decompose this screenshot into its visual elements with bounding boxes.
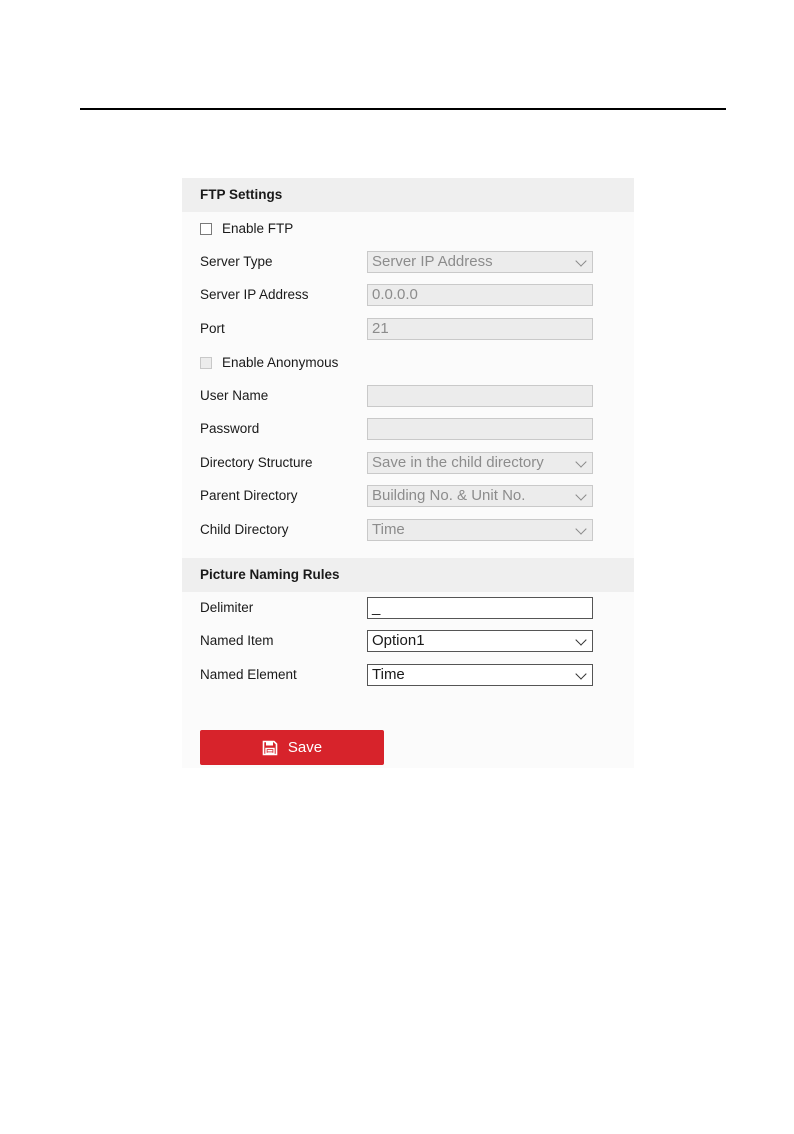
chevron-down-icon	[575, 668, 586, 679]
port-input[interactable]	[367, 318, 593, 340]
parent-directory-label: Parent Directory	[200, 488, 298, 503]
server-type-value: Server IP Address	[372, 253, 493, 270]
enable-anonymous-row	[182, 352, 634, 374]
server-ip-label: Server IP Address	[200, 287, 309, 302]
named-element-select[interactable]	[367, 664, 593, 686]
port-label: Port	[200, 321, 225, 336]
server-ip-input[interactable]	[367, 284, 593, 306]
enable-ftp-row	[182, 218, 634, 240]
named-element-value: Time	[372, 666, 405, 683]
chevron-down-icon	[575, 489, 586, 500]
enable-ftp-label: Enable FTP	[222, 221, 294, 236]
save-button[interactable]	[200, 730, 384, 765]
user-name-input[interactable]	[367, 385, 593, 407]
enable-ftp-checkbox[interactable]	[200, 223, 212, 235]
save-button-label: Save	[287, 739, 323, 756]
server-ip-row	[182, 284, 634, 306]
enable-anonymous-label: Enable Anonymous	[222, 355, 339, 370]
directory-structure-select[interactable]	[367, 452, 593, 474]
named-element-label: Named Element	[200, 667, 297, 682]
ftp-settings-panel	[182, 178, 634, 768]
chevron-down-icon	[575, 634, 586, 645]
chevron-down-icon	[575, 255, 586, 266]
named-item-row	[182, 630, 634, 652]
server-type-row	[182, 251, 634, 273]
named-item-select[interactable]	[367, 630, 593, 652]
server-type-label: Server Type	[200, 254, 273, 269]
server-ip-value: 0.0.0.0	[372, 286, 418, 303]
page-header-rule	[80, 108, 726, 110]
parent-directory-value: Building No. & Unit No.	[372, 487, 526, 504]
directory-structure-label: Directory Structure	[200, 455, 313, 470]
user-name-label: User Name	[200, 388, 269, 403]
chevron-down-icon	[575, 523, 586, 534]
child-directory-label: Child Directory	[200, 522, 289, 537]
child-directory-row	[182, 519, 634, 541]
password-label: Password	[200, 421, 260, 436]
parent-directory-select[interactable]	[367, 485, 593, 507]
directory-structure-row	[182, 452, 634, 474]
password-row	[182, 418, 634, 440]
named-element-row	[182, 664, 634, 686]
named-item-value: Option1	[372, 632, 425, 649]
delimiter-value: _	[372, 599, 381, 616]
parent-directory-row	[182, 485, 634, 507]
ftp-settings-title: FTP Settings	[182, 178, 634, 212]
delimiter-label: Delimiter	[200, 600, 254, 615]
child-directory-select[interactable]	[367, 519, 593, 541]
port-row	[182, 318, 634, 340]
user-name-row	[182, 385, 634, 407]
server-type-select[interactable]	[367, 251, 593, 273]
port-value: 21	[372, 320, 389, 337]
chevron-down-icon	[575, 456, 586, 467]
delimiter-row	[182, 597, 634, 619]
floppy-disk-icon	[262, 740, 278, 756]
delimiter-input[interactable]	[367, 597, 593, 619]
child-directory-value: Time	[372, 521, 405, 538]
picture-naming-title: Picture Naming Rules	[182, 558, 634, 592]
enable-anonymous-checkbox[interactable]	[200, 357, 212, 369]
password-input[interactable]	[367, 418, 593, 440]
directory-structure-value: Save in the child directory	[372, 454, 544, 471]
named-item-label: Named Item	[200, 633, 274, 648]
